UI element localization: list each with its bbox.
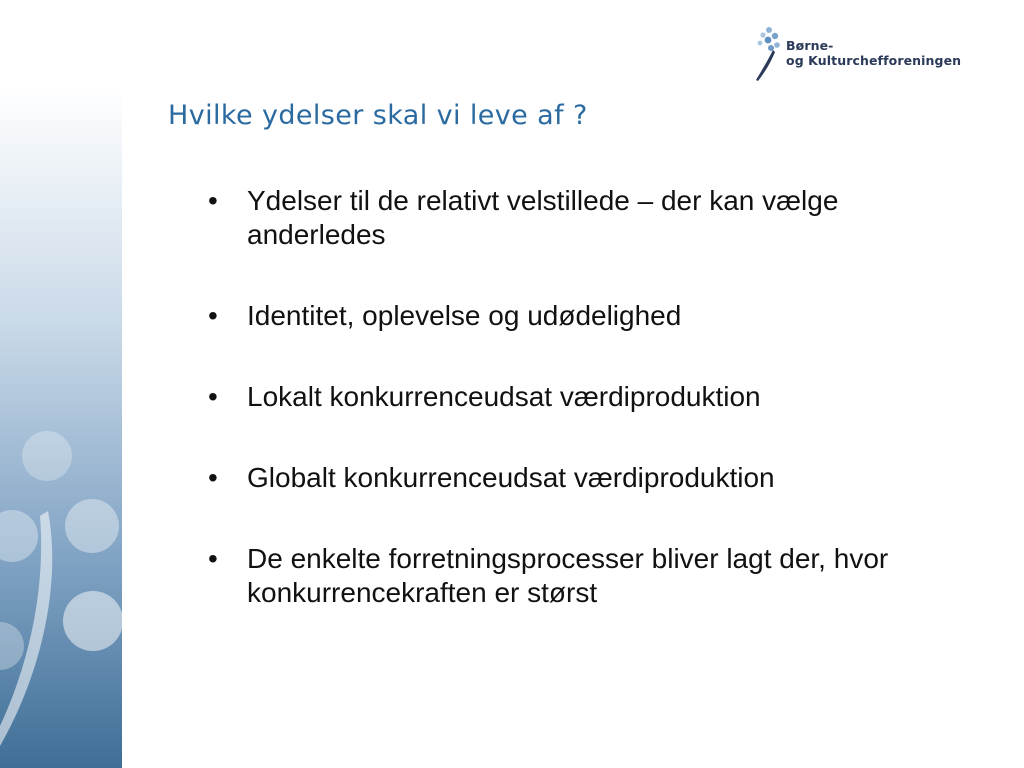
bullet-text: Globalt konkurrenceudsat værdiproduktion	[247, 462, 775, 493]
bullet-marker: •	[208, 185, 218, 216]
logo-line-1: Børne-	[786, 38, 834, 53]
bullet-text: Lokalt konkurrenceudsat værdiproduktion	[247, 381, 761, 412]
side-band-graphic	[0, 86, 122, 768]
bullet-text: De enkelte forretningsprocesser bliver lagt der, hvor konkurrencekraften er størst	[247, 543, 889, 608]
bullet-marker: •	[208, 462, 218, 493]
slide-title: Hvilke ydelser skal vi leve af ?	[168, 100, 588, 131]
bullet-marker: •	[208, 300, 218, 331]
logo	[752, 26, 962, 82]
bullet-list	[208, 184, 978, 657]
bullet-marker: •	[208, 543, 218, 574]
logo-line-2: og Kulturchefforeningen	[786, 53, 962, 68]
bullet-item	[208, 461, 978, 495]
bullet-text: Ydelser til de relativt velstillede – der kan vælge anderledes	[247, 185, 839, 250]
bullet-item	[208, 299, 978, 333]
bullet-item	[208, 542, 978, 610]
bullet-marker: •	[208, 381, 218, 412]
decorative-side-band	[0, 86, 122, 768]
logo-mark-icon	[752, 26, 782, 82]
bullet-item	[208, 184, 978, 252]
bullet-item	[208, 380, 978, 414]
logo-text	[786, 38, 961, 68]
bullet-text: Identitet, oplevelse og udødelighed	[247, 300, 682, 331]
